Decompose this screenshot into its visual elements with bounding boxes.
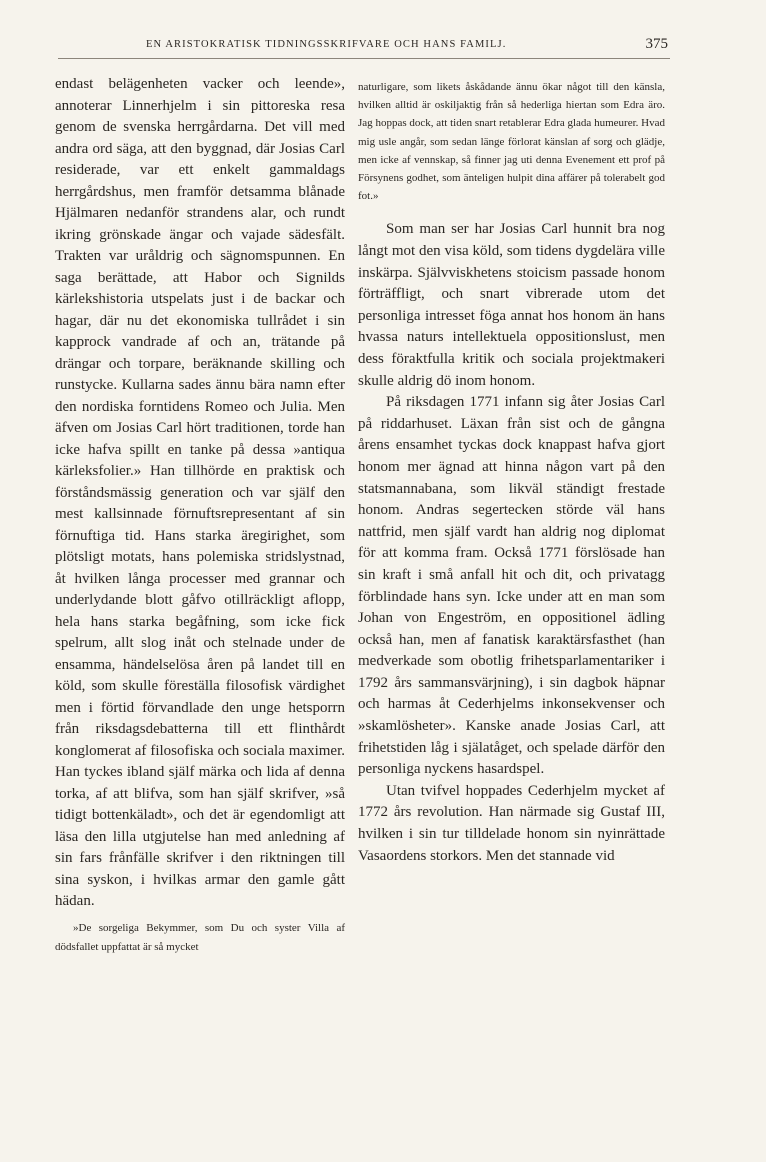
letter-quote-end: naturligare, som likets åskådande ännu ökar något till den känsla, hvilken alltid är oskiljaktig från så hederliga hiertan som Edra äro. Jag hoppas dock, att tiden snart retablerar Edra glada humeurer. Hvad mig usle angår, som sedan länge förlorat känslan af sorg och glädje, men icke af vennskap, så finner jag uti denna Evenement ett prof på Försynens godhet, som änteligen hulpit dina affärer på tolerabelt god fot.»	[358, 81, 665, 203]
right-column	[358, 78, 665, 867]
running-head: EN ARISTOKRATISK TIDNINGSSKRIFVARE OCH HANS FAMILJ.	[146, 39, 507, 50]
paragraph-1: Som man ser har Josias Carl hunnit bra nog långt mot den visa köld, som tidens dygdelära ville inskärpa. Självviskhetens stoicism passade honom förträffligt, och snart vibrerade utom det personliga intresset föga annat hos honom än hans hvassa naturs intellektuela oppositionslust, men dess föraktfulla kritik och sociala projektmakeri skulle aldrig dö inom honom.	[358, 221, 665, 389]
paragraph-2: På riksdagen 1771 infann sig åter Josias Carl på riddarhuset. Läxan från sist och de gångna årens ensamhet tyckas dock knappast hafva gjort honom mer ägnad att hinna någon vart på den statsmannabana, som likväl ständigt frestade honom. Andras segertecken störde väl hans nattfrid, men själf vardt han aldrig nog diplomat för att komma fram. Också 1771 förslösade han sin kraft i små anfall hit och dit, och privatagg förblindade hans syn. Icke under att en man som Johan von Engeström, en oppositionel ädling också han, men af fanatisk karaktärsfasthet (han medverkade som obotlig frihetsparlamentariker i 1792 års sammansvärjning), i sin dagbok häpnar och harmas åt Cederhjelms inkonsekvenser och »skamlösheter». Kanske anade Josias Carl, att frihetstiden låg i själatåget, och spelade därför den personliga nyckens hasardspel.	[358, 394, 665, 778]
header-rule	[58, 58, 670, 59]
main-paragraph: endast belägenheten vacker och leende», annoterar Linnerhjelm i sin pittoreska resa genom de svenska herrgårdarna. Det vill med andra ord säga, att den byggnad, där Josias Carl residerade, var ett enkelt gammaldags herrgårdshus, men framför detsamma blånade Hjälmaren nedanför strandens alar, och rundt ikring grönskade ängar och vajade sädesfält. Trakten var uråldrig och sägnomspunnen. En saga berättade, att Habor och Signilds kärlekshistoria utspelats just i de backar och hagar, där nu det ekonomiska tullrådet i sin kapprock vandrade af och an, trätande på drängar och torpare, beräknande skilling och runstycke. Kullarna sades ännu bära namn efter den nordiska forntidens Romeo och Julia. Men äfven om Josias Carl hört traditionen, torde han icke hafva spillt en tanke på dessa »antiqua kärleksfolier.» Han tillhörde en praktisk och förståndsmässig generation och var själf den mest kallsinnade förnuftsrepresentant af sin förnuftiga tid. Hans starka äregirighet, som plötsligt motats, hans polemiska stridslystnad, åt hvilken långa processer med grannar och underlydande blott gåfvo otillräckligt aflopp, hela hans starka begåfning, som icke fick spelrum, allt slog inåt och stelnade under de ensamma, händelselösa åren på landet till en köld, som skulle föreställa filosofisk värdighet men i förtid förvandlade den unge hetsporrn från riksdagsdebatterna till ett flinthårdt konglomerat af filosofiska och sociala maximer. Han tyckes ibland själf märka och lida af denna torka, af att blifva, som han själf skrifver, »så tidigt bottenkäladt», och det är egendomligt att läsa den lilla utgjutelse han med anledning af sin fars frånfälle skrifver i den riktningen till sina syskon, i hvilkas armar den gamle gått hädan.	[55, 76, 345, 909]
page-header	[58, 36, 670, 58]
left-column	[55, 74, 345, 957]
paragraph-3: Utan tvifvel hoppades Cederhjelm mycket af 1772 års revolution. Han närmade sig Gustaf III, hvilken i sin tur tilldelade honom sin nyinrättade Vasaordens storkors. Men det stannade vid	[358, 782, 665, 864]
page-number: 375	[645, 36, 668, 52]
letter-quote-start: »De sorgeliga Bekymmer, som Du och syster Villa af dödsfallet uppfattat är så mycket	[55, 921, 345, 953]
